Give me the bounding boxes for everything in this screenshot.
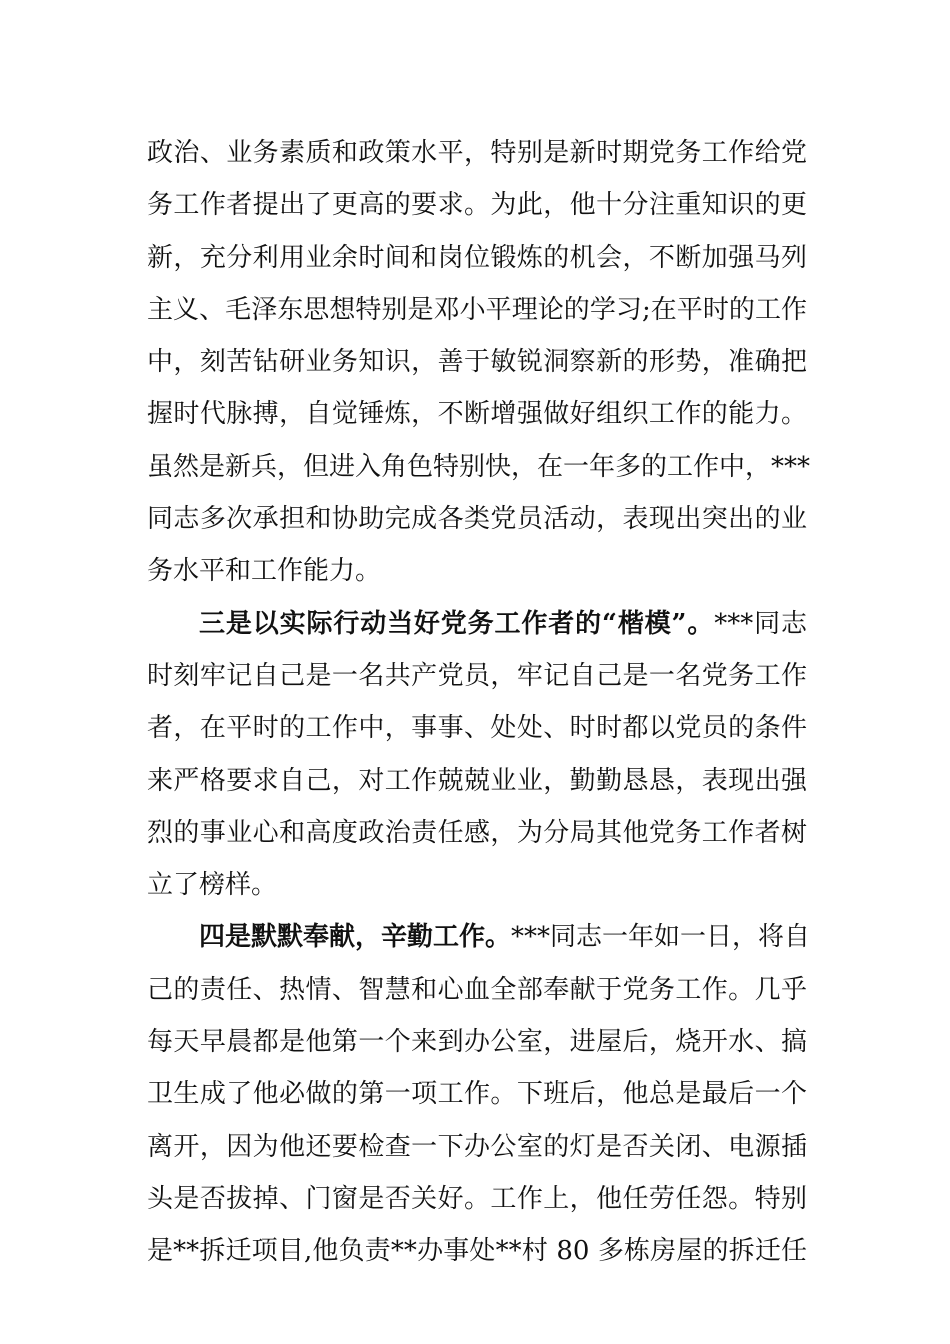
text-line: 己的责任、热情、智慧和心血全部奉献于党务工作。几乎 — [147, 974, 807, 1005]
text-line: 卫生成了他必做的第一项工作。下班后，他总是最后一个 — [147, 1079, 807, 1110]
paragraph-heading: 四是默默奉献，辛勤工作。 — [199, 922, 512, 953]
paragraph — [147, 127, 811, 598]
text-line: 烈的事业心和高度政治责任感，为分局其他党务工作者树 — [147, 817, 807, 848]
text-line: 离开，因为他还要检查一下办公室的灯是否关闭、电源插 — [147, 1131, 807, 1162]
paragraph — [147, 911, 811, 1277]
text-line: 握时代脉搏，自觉锤炼，不断增强做好组织工作的能力。 — [147, 399, 807, 430]
paragraph-lead-text: ***同志一年如一日，将自 — [511, 922, 811, 953]
text-line: 虽然是新兵，但进入角色特别快，在一年多的工作中，*** — [147, 451, 811, 482]
paragraph — [147, 598, 807, 912]
text-line: 者，在平时的工作中，事事、处处、时时都以党员的条件 — [147, 713, 807, 744]
text-line: 是**拆迁项目,他负责**办事处**村 80 多栋房屋的拆迁任 — [147, 1236, 807, 1267]
paragraph-first-line — [147, 911, 811, 963]
paragraph-first-line — [147, 598, 807, 650]
paragraph-lead-text: ***同志 — [714, 608, 807, 639]
text-line: 每天早晨都是他第一个来到办公室，进屋后，烧开水、搞 — [147, 1027, 807, 1058]
text-line: 中，刻苦钻研业务知识，善于敏锐洞察新的形势，准确把 — [147, 347, 807, 378]
paragraph-heading: 三是以实际行动当好党务工作者的“楷模”。 — [199, 608, 715, 639]
text-line: 头是否拔掉、门窗是否关好。工作上，他任劳任怨。特别 — [147, 1183, 807, 1214]
text-line: 来严格要求自己，对工作兢兢业业，勤勤恳恳，表现出强 — [147, 765, 807, 796]
text-line: 同志多次承担和协助完成各类党员活动，表现出突出的业 — [147, 504, 807, 535]
document-body — [147, 127, 811, 1278]
text-line: 新，充分利用业余时间和岗位锻炼的机会，不断加强马列 — [147, 242, 807, 273]
text-line: 务水平和工作能力。 — [147, 556, 382, 587]
text-line: 主义、毛泽东思想特别是邓小平理论的学习;在平时的工作 — [147, 294, 807, 325]
text-line: 时刻牢记自己是一名共产党员，牢记自己是一名党务工作 — [147, 660, 807, 691]
text-line: 务工作者提出了更高的要求。为此，他十分注重知识的更 — [147, 190, 807, 221]
text-line: 立了榜样。 — [147, 870, 278, 901]
text-line: 政治、业务素质和政策水平，特别是新时期党务工作给党 — [147, 138, 807, 168]
